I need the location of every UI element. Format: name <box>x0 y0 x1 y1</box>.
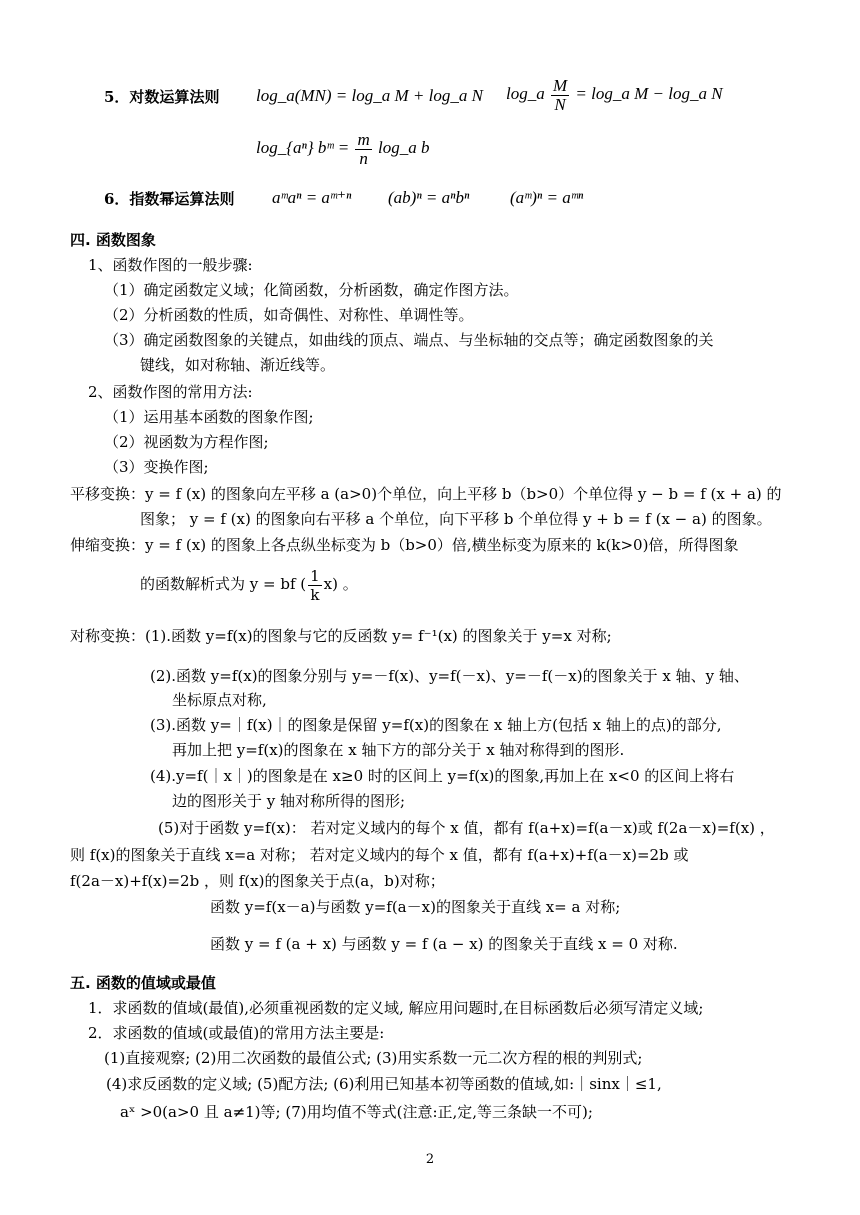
stretch-frac-den: k <box>310 585 320 604</box>
s4-step-3a: （3）确定函数图象的关键点，如曲线的顶点、端点、与坐标轴的交点等；确定函数图象的关 <box>104 331 714 349</box>
s4-method-3: （3）变换作图; <box>104 458 209 476</box>
s4-step-heading: 1、函数作图的一般步骤: <box>88 256 253 274</box>
log-quotient-fraction <box>551 77 569 114</box>
log-formula-quotient <box>506 76 723 114</box>
symmetry-1: 对称变换：(1).函数 y=f(x)的图象与它的反函数 y= f⁻¹(x) 的图象关于 y=x 对称; <box>70 627 612 645</box>
symmetry-2b: 坐标原点对称, <box>172 691 267 709</box>
symmetry-4b: 边的图形关于 y 轴对称所得的图形; <box>172 792 406 810</box>
symmetry-2a: (2).函数 y=f(x)的图象分别与 y=－f(x)、y=f(－x)、y=－f(－x)的图象关于 x 轴、y 轴、 <box>150 667 749 685</box>
log-quotient-lhs: log_a <box>506 84 545 103</box>
translation-line-2: 图象； y = f (x) 的图象向右平移 a 个单位，向下平移 b 个单位得 y + b = f (x − a) 的图象。 <box>140 510 772 528</box>
s5-method-line-3: aˣ >0(a>0 且 a≠1)等; (7)用均值不等式(注意:正,定,等三条缺一不可); <box>120 1103 593 1121</box>
translation-line-1: 平移变换：y = f (x) 的图象向左平移 a (a>0)个单位，向上平移 b（b>0）个单位得 y − b = f (x + a) 的 <box>70 485 782 503</box>
stretch-line-2 <box>140 566 358 604</box>
log-power-rhs: log_a b <box>378 138 430 157</box>
exp-formula-3: (aᵐ)ⁿ = aᵐⁿ <box>510 188 584 207</box>
exp-formula-2: (ab)ⁿ = aⁿbⁿ <box>388 188 470 207</box>
symmetry-6: 函数 y=f(x－a)与函数 y=f(a－x)的图象关于直线 x= a 对称; <box>210 898 621 916</box>
section-4-title: 四. 函数图象 <box>70 231 156 249</box>
s4-method-heading: 2、函数作图的常用方法: <box>88 383 253 401</box>
s5-point-2: 2．求函数的值域(或最值)的常用方法主要是: <box>88 1024 385 1042</box>
s5-method-line-2: (4)求反函数的定义域; (5)配方法; (6)利用已知基本初等函数的值域,如:｜sinx｜≤1, <box>106 1075 662 1093</box>
symmetry-5a: (5)对于函数 y=f(x)： 若对定义域内的每个 x 值，都有 f(a+x)=f(a－x)或 f(2a－x)=f(x) ， <box>158 819 775 837</box>
stretch-formula-pre: 的函数解析式为 y = bf ( <box>140 575 307 593</box>
stretch-formula-post: x) 。 <box>323 575 358 593</box>
symmetry-5c: f(2a－x)+f(x)=2b ，则 f(x)的图象关于点(a，b)对称； <box>70 872 445 890</box>
log-rules-title: 5．对数运算法则 <box>104 88 220 106</box>
stretch-fraction <box>308 567 322 604</box>
section-5-title: 五. 函数的值域或最值 <box>70 974 216 992</box>
log-power-den: n <box>359 148 368 168</box>
s4-method-2: （2）视函数为方程作图; <box>104 433 269 451</box>
log-formula-product: log_a(MN) = log_a M + log_a N <box>256 86 483 105</box>
exp-rules-title: 6．指数幂运算法则 <box>104 190 235 208</box>
stretch-line-1: 伸缩变换：y = f (x) 的图象上各点纵坐标变为 b（b>0）倍,横坐标变为原来的 k(k>0)倍，所得图象 <box>70 536 739 554</box>
symmetry-5b: 则 f(x)的图象关于直线 x=a 对称； 若对定义域内的每个 x 值，都有 f(a+x)+f(a－x)=2b 或 <box>70 846 689 864</box>
s4-step-2: （2）分析函数的性质，如奇偶性、对称性、单调性等。 <box>104 306 474 324</box>
s5-point-1: 1．求函数的值域(最值),必须重视函数的定义域, 解应用问题时,在目标函数后必须写清定义域; <box>88 999 704 1017</box>
log-power-fraction <box>355 131 371 168</box>
symmetry-3a: (3).函数 y=｜f(x)｜的图象是保留 y=f(x)的图象在 x 轴上方(包括 x 轴上的点)的部分, <box>150 716 722 734</box>
symmetry-3b: 再加上把 y=f(x)的图象在 x 轴下方的部分关于 x 轴对称得到的图形. <box>172 741 625 759</box>
log-quotient-rhs: = log_a M − log_a N <box>575 84 723 103</box>
s5-method-line-1: (1)直接观察; (2)用二次函数的最值公式; (3)用实系数一元二次方程的根的判别式; <box>104 1049 643 1067</box>
log-power-lhs: log_{aⁿ} bᵐ = <box>256 138 350 157</box>
s4-step-3b: 键线，如对称轴、渐近线等。 <box>140 356 336 374</box>
stretch-frac-num: 1 <box>310 566 320 585</box>
symmetry-4a: (4).y=f(｜x｜)的图象是在 x≥0 时的区间上 y=f(x)的图象,再加上在 x<0 的区间上将右 <box>150 767 735 785</box>
s4-step-1: （1）确定函数定义域；化简函数，分析函数，确定作图方法。 <box>104 281 519 299</box>
log-quotient-num: M <box>552 75 568 95</box>
page-number: 2 <box>425 1152 435 1167</box>
symmetry-7: 函数 y = f (a + x) 与函数 y = f (a − x) 的图象关于直线 x = 0 对称. <box>210 935 678 953</box>
log-quotient-den: N <box>554 94 566 114</box>
s4-method-1: （1）运用基本函数的图象作图; <box>104 408 314 426</box>
exp-formula-1: aᵐaⁿ = aᵐ⁺ⁿ <box>272 188 352 207</box>
log-power-num: m <box>357 129 370 149</box>
log-formula-power <box>256 130 430 168</box>
